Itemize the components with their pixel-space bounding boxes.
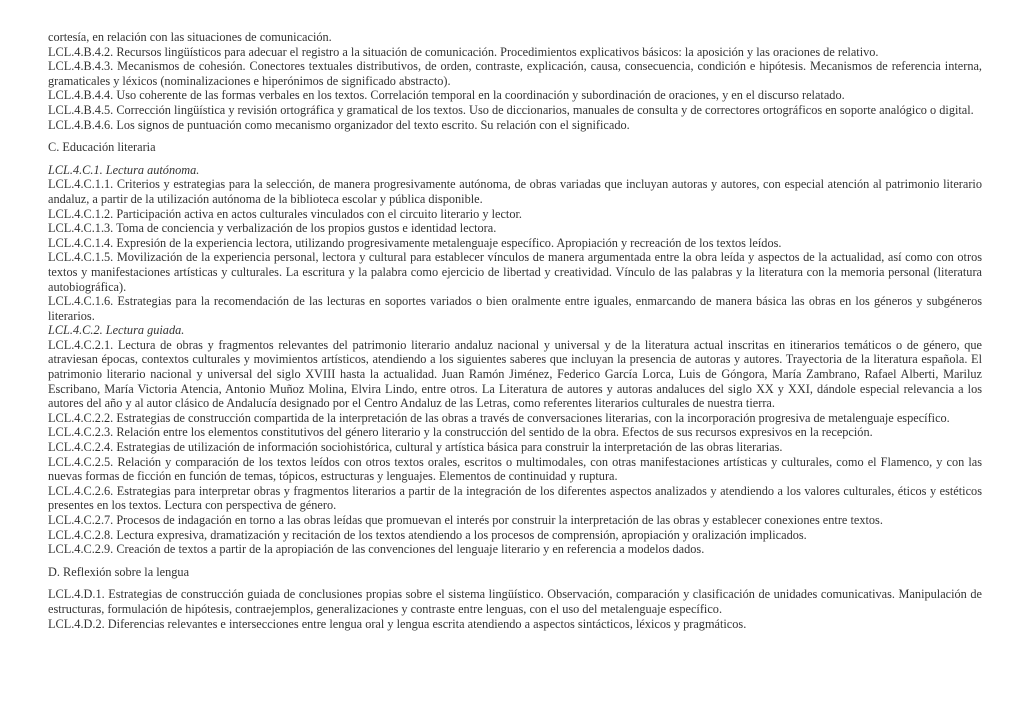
paragraph: LCL.4.C.1.3. Toma de conciencia y verbalización de los propios gustos e identidad lectora.: [48, 221, 497, 236]
paragraph: LCL.4.C.2.1. Lectura de obras y fragmentos relevantes del patrimonio literario andaluz nacional y universal y de la literatura actual inscritas en itinerarios temáticos o de género, que atraviesan épocas, contextos culturales y movimientos artísticos, atendiendo a los siguientes saberes que incluyan la presencia de autoras y autores. Trayectoria de la literatura española. El patrimonio literario nacional y universal del siglo XVIII hasta la actualidad. Juan Ramón Jiménez, Federico García Lorca, Luis de Góngora, María Zambrano, Rafael Alberti, Mariluz Escribano, María Victoria Atencia, Antonio Muñoz Molina, Elvira Lindo, entre otros. La Literatura de autores y autoras andaluces del siglo XX y XXI, dándole especial relevancia a los autores del año y al autor clásico de Andalucía designado por el Centro Andaluz de las Letras, como referentes literarios culturales de nuestra tierra.: [48, 337, 982, 411]
subsection-title: LCL.4.C.2. Lectura guiada.: [48, 323, 185, 338]
paragraph: LCL.4.B.4.2. Recursos lingüísticos para adecuar el registro a la situación de comunicación. Procedimientos explicativos básicos: la aposición y las oraciones de relativo.: [48, 44, 879, 59]
paragraph: cortesía, en relación con las situaciones de comunicación.: [48, 30, 332, 44]
paragraph: LCL.4.C.2.3. Relación entre los elementos constitutivos del género literario y la construcción del sentido de la obra. Efectos de sus recursos expresivos en la recepción.: [48, 425, 873, 440]
paragraph: LCL.4.B.4.6. Los signos de puntuación como mecanismo organizador del texto escrito. Su relación con el significado.: [48, 117, 630, 132]
paragraph: LCL.4.C.2.5. Relación y comparación de los textos leídos con otros textos orales, escritos o multimodales, con otras manifestaciones artísticas y culturales, como el Flamenco, y con las nuevas formas de ficción en función de temas, tópicos, estructuras y lenguajes. Elementos de continuidad y ruptura.: [48, 454, 982, 484]
paragraph: LCL.4.C.1.2. Participación activa en actos culturales vinculados con el circuito literario y lector.: [48, 206, 522, 221]
section-heading-d: D. Reflexión sobre la lengua: [48, 564, 190, 579]
paragraph: LCL.4.C.1.4. Expresión de la experiencia lectora, utilizando progresivamente metalenguaje específico. Apropiación y recreación de los textos leídos.: [48, 235, 782, 250]
subsection-title: LCL.4.C.1. Lectura autónoma.: [48, 162, 200, 177]
paragraph: LCL.4.C.2.7. Procesos de indagación en torno a las obras leídas que promuevan el interés por construir la interpretación de las obras y establecer conexiones entre textos.: [48, 513, 883, 527]
paragraph: LCL.4.C.2.6. Estrategias para interpretar obras y fragmentos literarios a partir de la integración de los diferentes aspectos analizados y atendiendo a los valores culturales, éticos y estéticos presentes en los textos. Lectura con perspectiva de género.: [48, 483, 982, 513]
paragraph: LCL.4.C.1.1. Criterios y estrategias para la selección, de manera progresivamente autónoma, de obras variadas que incluyan autoras y autores, con especial atención al patrimonio literario andaluz, a partir de la utilización autónoma de la biblioteca escolar y pública disponible.: [48, 177, 982, 206]
paragraph: LCL.4.D.1. Estrategias de construcción guiada de conclusiones propias sobre el sistema lingüístico. Observación, comparación y clasificación de unidades comunicativas. Manipulación de estructuras, formulación de hipótesis, contraejemplos, generalizaciones y contraste entre lenguas, con el uso del metalenguaje específico.: [48, 587, 982, 616]
paragraph: LCL.4.C.2.2. Estrategias de construcción compartida de la interpretación de las obras a través de conversaciones literarias, con la incorporación progresiva de metalenguaje específico.: [48, 410, 950, 425]
paragraph: LCL.4.C.1.5. Movilización de la experiencia personal, lectora y cultural para establecer vínculos de manera argumentada entre la obra leída y aspectos de la actualidad, así como con otros textos y manifestaciones artísticas y culturales. La escritura y la palabra como ejercicio de libertad y creatividad. Vínculo de las palabras y la literatura con la memoria personal (literatura autobiográfica).: [48, 250, 982, 294]
paragraph: LCL.4.D.2. Diferencias relevantes e intersecciones entre lengua oral y lengua escrita atendiendo a aspectos sintácticos, léxicos y pragmáticos.: [48, 616, 747, 631]
paragraph: LCL.4.C.2.9. Creación de textos a partir de la apropiación de las convenciones del lenguaje literario y en referencia a modelos dados.: [48, 542, 705, 557]
section-heading-c: C. Educación literaria: [48, 140, 156, 155]
document-page: [48, 30, 982, 631]
paragraph: LCL.4.C.2.8. Lectura expresiva, dramatización y recitación de los textos atendiendo a los procesos de comprensión, apropiación y oralización implicados.: [48, 527, 807, 542]
paragraph: LCL.4.B.4.5. Corrección lingüística y revisión ortográfica y gramatical de los textos. Uso de diccionarios, manuales de consulta y de correctores ortográficos en soporte analógico o digital.: [48, 102, 974, 117]
paragraph: LCL.4.B.4.3. Mecanismos de cohesión. Conectores textuales distributivos, de orden, contraste, explicación, causa, consecuencia, condición e hipótesis. Mecanismos de referencia interna, gramaticales y léxicos (nominalizaciones e hiperónimos de significado abstracto).: [48, 59, 982, 88]
paragraph: LCL.4.B.4.4. Uso coherente de las formas verbales en los textos. Correlación temporal en la coordinación y subordinación de oraciones, y en el discurso relatado.: [48, 88, 845, 103]
paragraph: LCL.4.C.2.4. Estrategias de utilización de información sociohistórica, cultural y artística básica para construir la interpretación de las obras literarias.: [48, 440, 783, 455]
paragraph: LCL.4.C.1.6. Estrategias para la recomendación de las lecturas en soportes variados o bien oralmente entre iguales, enmarcando de manera básica las obras en los géneros y subgéneros literarios.: [48, 294, 982, 323]
